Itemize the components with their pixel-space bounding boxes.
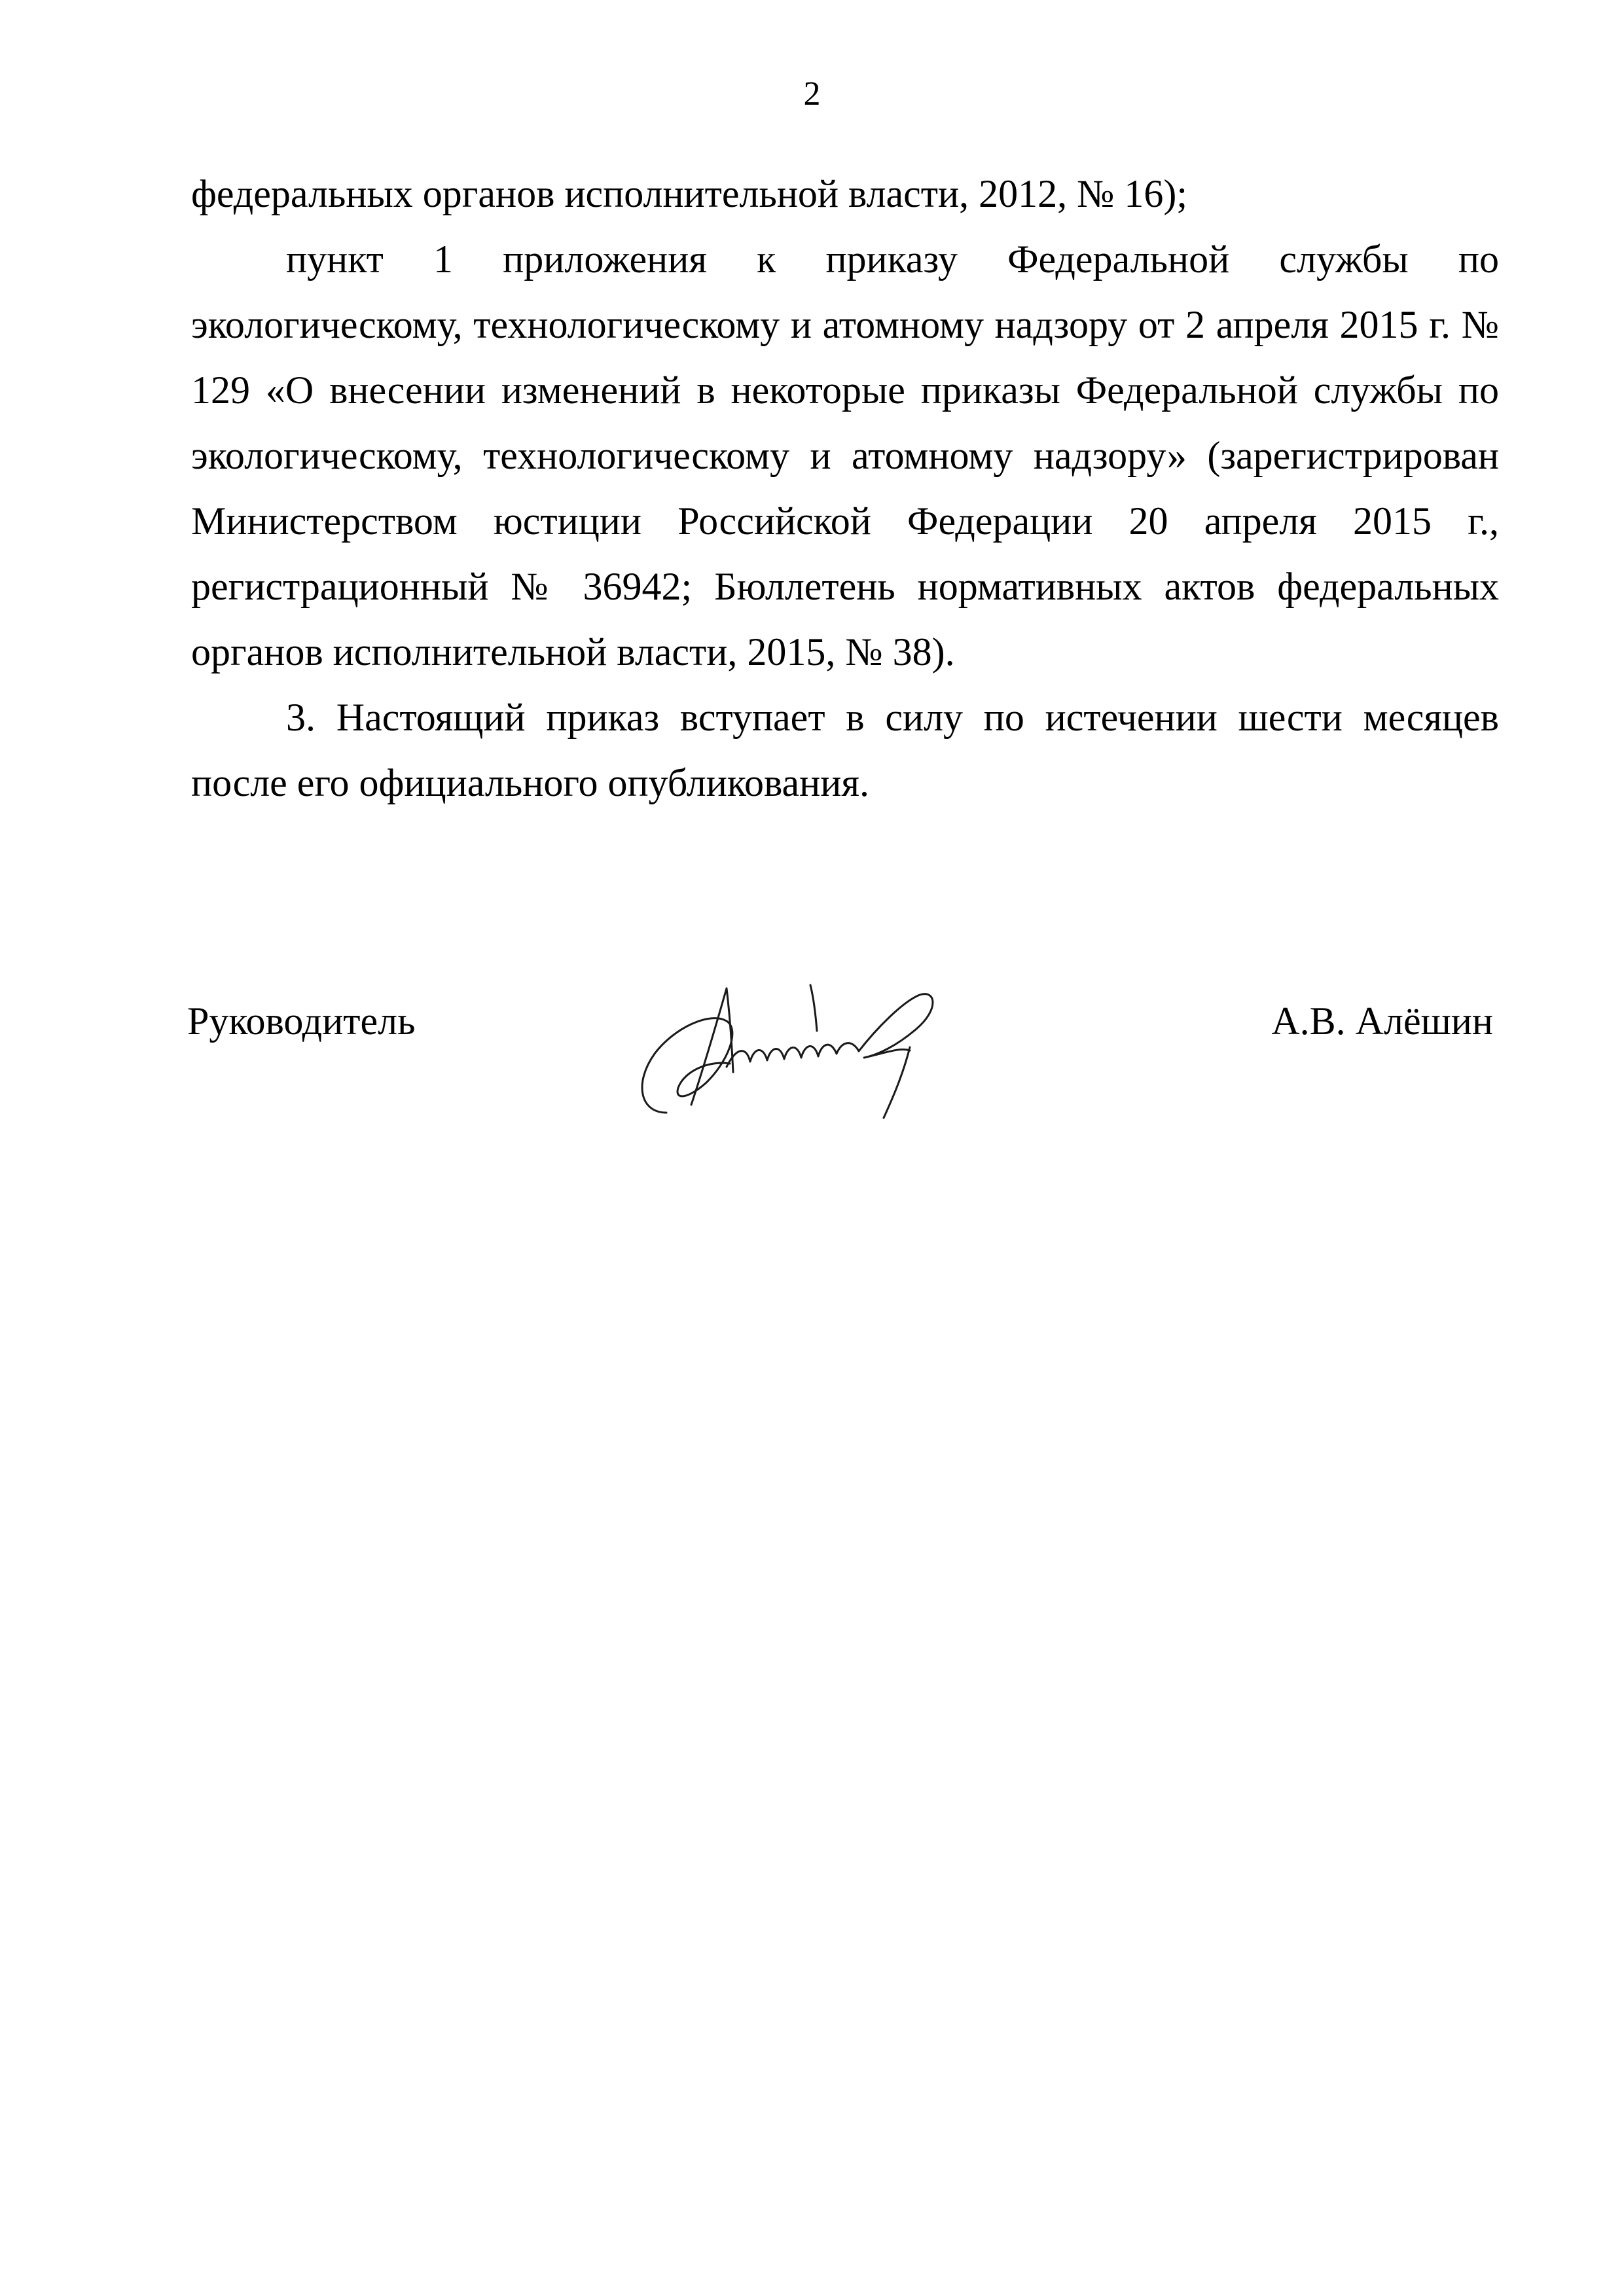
paragraph-item-amendment: пункт 1 приложения к приказу Федеральной службы по экологическому, технологическому и атомному надзору от 2 апреля 2015 г. № 129 «О внесении изменений в некоторые приказы Федеральной службы по экологическому, технологическому и атомному надзору» (зарегистрирован Министерством юстиции Российской Федерации 20 апреля 2015 г., регистрационный № 36942; Бюллетень нормативных актов федеральных органов исполнительной власти, 2015, № 38). [191, 238, 1499, 673]
signature-stroke-tick [810, 985, 817, 1031]
signature-stroke-body [727, 1043, 859, 1067]
paragraph-item-3-effective-date: 3. Настоящий приказ вступает в силу по истечении шести месяцев после его официального опубликования. [191, 696, 1499, 804]
page-number: 2 [803, 75, 821, 113]
signature-stroke-tail [859, 994, 933, 1058]
document-body [191, 161, 1499, 816]
signature-stroke-initial [642, 1018, 732, 1113]
signatory-position: Руководитель [187, 999, 416, 1043]
handwritten-signature [628, 949, 1047, 1145]
signatory-name: А.В. Алёшин [1271, 999, 1493, 1043]
signature-stroke-descender [884, 1047, 910, 1118]
paragraph-continuation: федеральных органов исполнительной власти, 2012, № 16); [191, 172, 1188, 215]
signature-block [0, 982, 1624, 1152]
signature-stroke-flourish [691, 988, 733, 1105]
